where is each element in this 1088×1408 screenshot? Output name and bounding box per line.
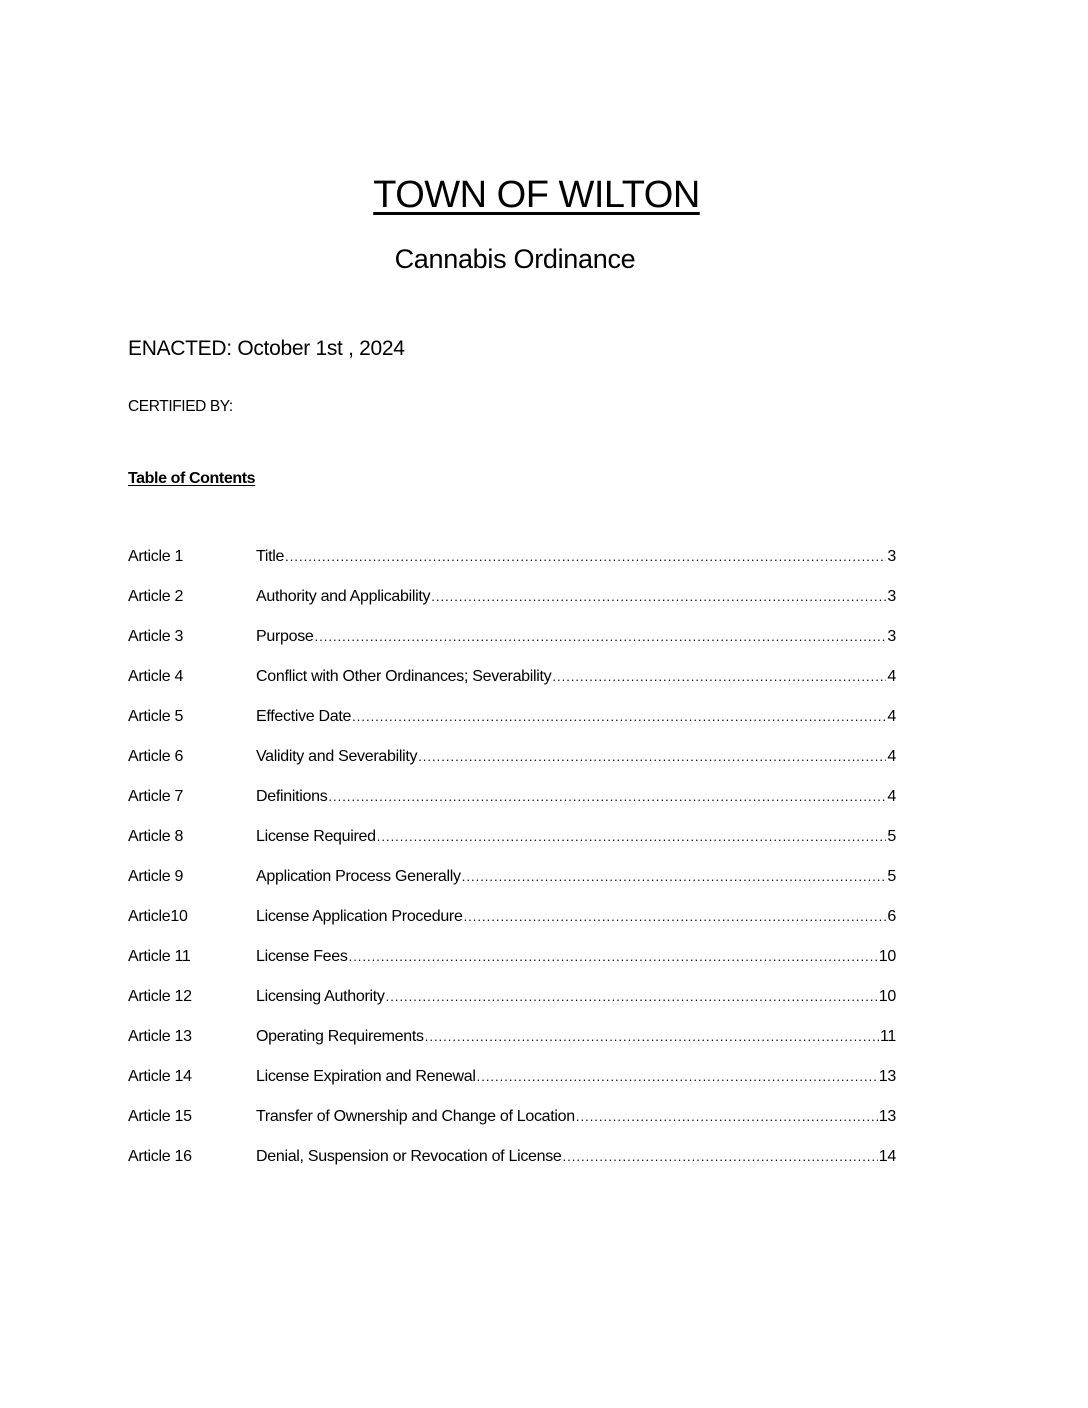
- toc-article-title: Title: [256, 548, 285, 565]
- toc-page-number: 4: [887, 708, 896, 725]
- toc-page-number: 5: [887, 828, 896, 845]
- dot-leader: [349, 946, 878, 968]
- enacted-date: ENACTED: October 1st , 2024: [128, 337, 405, 360]
- toc-article-title: Effective Date: [256, 708, 352, 725]
- toc-article-title: License Application Procedure: [256, 908, 463, 925]
- toc-page-number: 14: [878, 1148, 896, 1165]
- toc-article-number: Article 7: [128, 788, 184, 805]
- toc-article-title: Operating Requirements: [256, 1028, 424, 1045]
- dot-leader: [328, 786, 886, 808]
- toc-article-number: Article 6: [128, 748, 184, 765]
- dot-leader: [425, 1026, 879, 1048]
- toc-page-number: 6: [887, 908, 896, 925]
- dot-leader: [418, 746, 886, 768]
- toc-row[interactable]: [128, 986, 896, 1026]
- toc-page-number: 3: [887, 628, 896, 645]
- toc-row[interactable]: [128, 586, 896, 626]
- toc-row[interactable]: [128, 906, 896, 946]
- dot-leader: [576, 1106, 878, 1128]
- toc-page-number: 4: [887, 748, 896, 765]
- toc-article-number: Article 16: [128, 1148, 192, 1165]
- toc-article-title: License Expiration and Renewal: [256, 1068, 476, 1085]
- toc-article-number: Article 12: [128, 988, 192, 1005]
- toc-row[interactable]: [128, 1106, 896, 1146]
- toc-article-title: Authority and Applicability: [256, 588, 431, 605]
- dot-leader: [464, 906, 887, 928]
- toc-row[interactable]: [128, 946, 896, 986]
- certified-by-label: CERTIFIED BY:: [128, 398, 233, 415]
- toc-page-number: 3: [887, 548, 896, 565]
- toc-article-title: Licensing Authority: [256, 988, 385, 1005]
- toc-article-number: Article 2: [128, 588, 184, 605]
- toc-row[interactable]: [128, 546, 896, 586]
- dot-leader: [462, 866, 887, 888]
- dot-leader: [477, 1066, 878, 1088]
- toc-row[interactable]: [128, 1146, 896, 1186]
- toc-page-number: 5: [887, 868, 896, 885]
- toc-row[interactable]: [128, 746, 896, 786]
- toc-row[interactable]: [128, 786, 896, 826]
- dot-leader: [315, 626, 887, 648]
- dot-leader: [563, 1146, 878, 1168]
- toc-article-title: Application Process Generally: [256, 868, 461, 885]
- toc-page-number: 4: [887, 788, 896, 805]
- toc-article-number: Article 3: [128, 628, 184, 645]
- toc-article-title: License Required: [256, 828, 376, 845]
- toc-page-number: 4: [887, 668, 896, 685]
- toc-row[interactable]: [128, 626, 896, 666]
- toc-article-title: License Fees: [256, 948, 348, 965]
- toc-page-number: 13: [878, 1068, 896, 1085]
- toc-page-number: 10: [878, 948, 896, 965]
- toc-row[interactable]: [128, 866, 896, 906]
- toc-article-title: Conflict with Other Ordinances; Severability: [256, 668, 552, 685]
- document-subtitle: Cannabis Ordinance: [394, 244, 636, 274]
- dot-leader: [285, 546, 886, 568]
- toc-page-number: 11: [879, 1028, 896, 1045]
- toc-row[interactable]: [128, 666, 896, 706]
- toc-article-title: Validity and Severability: [256, 748, 418, 765]
- toc-page-number: 13: [878, 1108, 896, 1125]
- toc-article-title: Transfer of Ownership and Change of Location: [256, 1108, 575, 1125]
- dot-leader: [352, 706, 886, 728]
- dot-leader: [377, 826, 887, 848]
- toc-article-number: Article 14: [128, 1068, 192, 1085]
- document-title: TOWN OF WILTON: [373, 174, 700, 216]
- dot-leader: [552, 666, 886, 688]
- toc-row[interactable]: [128, 826, 896, 866]
- toc-article-number: Article 1: [128, 548, 184, 565]
- toc-page-number: 3: [887, 588, 896, 605]
- toc-page-number: 10: [878, 988, 896, 1005]
- toc-article-title: Definitions: [256, 788, 328, 805]
- toc-article-number: Article 8: [128, 828, 184, 845]
- toc-article-title: Purpose: [256, 628, 314, 645]
- toc-row[interactable]: [128, 706, 896, 746]
- table-of-contents: [128, 546, 896, 1186]
- toc-article-number: Article 15: [128, 1108, 192, 1125]
- toc-article-number: Article10: [128, 908, 188, 925]
- toc-article-number: Article 9: [128, 868, 184, 885]
- toc-article-number: Article 5: [128, 708, 184, 725]
- dot-leader: [386, 986, 878, 1008]
- toc-row[interactable]: [128, 1066, 896, 1106]
- toc-article-number: Article 4: [128, 668, 184, 685]
- toc-row[interactable]: [128, 1026, 896, 1066]
- toc-heading: Table of Contents: [128, 470, 256, 487]
- toc-article-title: Denial, Suspension or Revocation of License: [256, 1148, 562, 1165]
- dot-leader: [431, 586, 886, 608]
- toc-article-number: Article 11: [128, 948, 191, 965]
- toc-article-number: Article 13: [128, 1028, 192, 1045]
